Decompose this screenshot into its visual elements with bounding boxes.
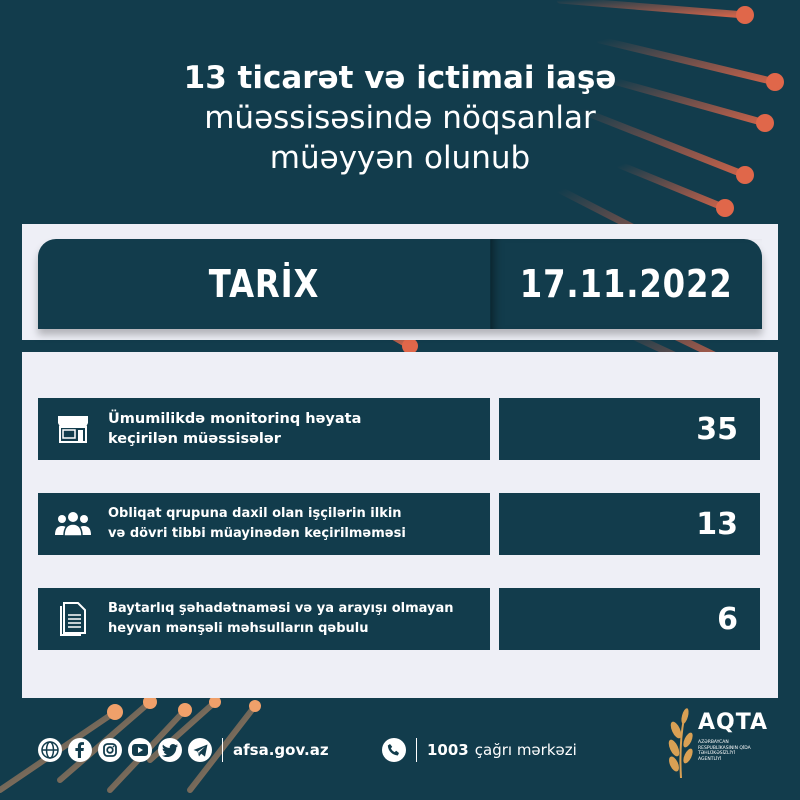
stat-label-line-1: Ümumilikdə monitorinq həyata: [108, 411, 362, 427]
stat-label: [108, 599, 462, 639]
stat-label-cell: [38, 493, 490, 555]
facebook-icon[interactable]: [68, 738, 92, 762]
date-value-cell: [490, 239, 762, 329]
stat-label: [108, 409, 369, 449]
stat-label-line-1: Obliqat qrupuna daxil olan işçilərin ilkin: [108, 506, 402, 521]
page-title: [0, 58, 800, 178]
stat-value: 35: [499, 398, 760, 460]
stat-label-line-2: və dövri tibbi müayinədən keçirilməməsi: [108, 526, 406, 541]
footer-divider: [416, 738, 417, 762]
stat-label-cell: [38, 588, 490, 650]
stat-value: 13: [499, 493, 760, 555]
store-icon: [38, 398, 108, 460]
call-center: [382, 738, 577, 762]
logo-name: AQTA: [698, 710, 769, 735]
website-link[interactable]: afsa.gov.az: [233, 741, 329, 759]
stat-row: [38, 398, 760, 460]
stat-row: [38, 588, 760, 650]
stat-label-line-2: keçirilən müəssisələr: [108, 431, 281, 447]
stat-label-line-1: Baytarlıq şəhadətnaməsi və ya arayışı olmayan: [108, 601, 454, 616]
twitter-icon[interactable]: [158, 738, 182, 762]
stat-value: 6: [499, 588, 760, 650]
date-panel: [22, 224, 778, 340]
stat-label-line-2: heyvan mənşəli məhsulların qəbulu: [108, 621, 369, 636]
call-text: çağrı mərkəzi: [474, 741, 577, 759]
telegram-icon[interactable]: [188, 738, 212, 762]
aqta-logo: [666, 700, 776, 780]
document-icon: [38, 588, 108, 650]
footer-divider: [222, 738, 223, 762]
title-line-2: müəssisəsində nöqsanlar: [204, 100, 596, 136]
date-label: TARİX: [208, 262, 320, 306]
title-line-3: müəyyən olunub: [269, 140, 531, 176]
call-number[interactable]: 1003: [427, 741, 469, 759]
youtube-icon[interactable]: [128, 738, 152, 762]
wheat-logo-icon: [666, 700, 696, 780]
stat-label-cell: [38, 398, 490, 460]
date-bar: [38, 239, 762, 329]
instagram-icon[interactable]: [98, 738, 122, 762]
stats-panel: [22, 352, 778, 698]
social-links: [38, 738, 329, 762]
group-icon: [38, 493, 108, 555]
logo-subtitle: AZƏRBAYCAN RESPUBLİKASININ QİDA TƏHLÜKƏSİZLİYİ AGENTLİYİ: [698, 740, 751, 762]
title-line-1: 13 ticarət və ictimai iaşə: [183, 60, 617, 96]
date-value: 17.11.2022: [520, 262, 733, 306]
globe-icon[interactable]: [38, 738, 62, 762]
stat-label: [108, 504, 414, 544]
phone-icon: [382, 738, 406, 762]
stat-row: [38, 493, 760, 555]
